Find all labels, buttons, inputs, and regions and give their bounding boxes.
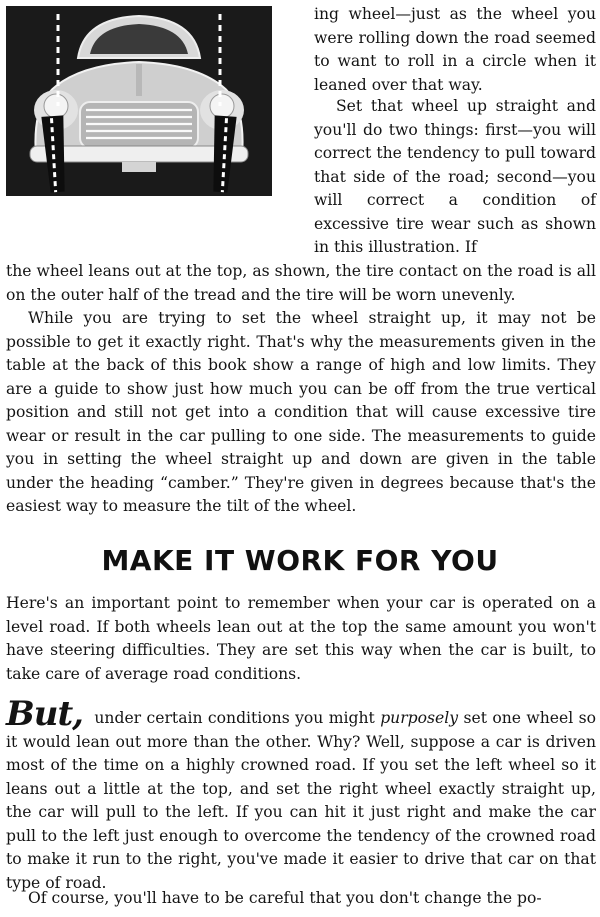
intro-paragraph: ing wheel—just as the wheel you were rolling down the road seemed to want to roll in a circle when it leaned over that way. [314, 5, 596, 94]
paragraph-level-road: Here's an important point to remember when your car is operated on a level road. If both wheels lean out at the top the same amount you won't have steering difficulties. They are set this way when the car is built, to take care of average road conditions. [6, 594, 596, 683]
car-front-camber-icon [6, 6, 272, 196]
car-front-illustration [6, 6, 272, 196]
para5-part-b: set one wheel so it would lean out more than the other. Why? Well, suppose a car is driven most of the time on a highly crowned road. If you set the left wheel so it leans out a little at the top, and set the right wheel exactly straight up, the car will pull to the left. If you can hit it just right and make the car pull to the left just enough to overcome the tendency of the crowned road to make it run to the right, you've made it easier to drive that car on that type of road. [6, 709, 596, 892]
paragraph-measurements: While you are trying to set the wheel straight up, it may not be possible to get it exactly right. That's why the measurements given in the table at the back of this book show a range of high and low limits. They are a guide to show just how much you can be off from the true vertical position and still not get into a condition that will cause excessive tire wear or result in the car pulling to one side. The measurements to guide you in setting the wheel straight up and down are given in the table under the heading “camber.” They're given in degrees because that's the easiest way to measure the tilt of the wheel. [6, 309, 596, 515]
paragraph-straighten-wheel: Set that wheel up straight and you'll do two things: first—you will correct the tendency to pull toward that side of the road; second—you will correct a condition of excessive tire wear such as shown in this illustration. If [314, 97, 596, 256]
paragraph-crowned-road [6, 694, 596, 895]
paragraph-tire-contact: the wheel leans out at the top, as shown, the tire contact on the road is all on the outer half of the tread and the tire will be worn unevenly. [6, 262, 596, 304]
para5-part-a: under certain conditions you might [94, 709, 375, 727]
section-heading: MAKE IT WORK FOR YOU [101, 544, 499, 577]
emphasis-purposely: purposely [380, 709, 459, 727]
paragraph-caution: Of course, you'll have to be careful that you don't change the po- [28, 889, 542, 907]
but-lead-word: But, [6, 694, 83, 734]
